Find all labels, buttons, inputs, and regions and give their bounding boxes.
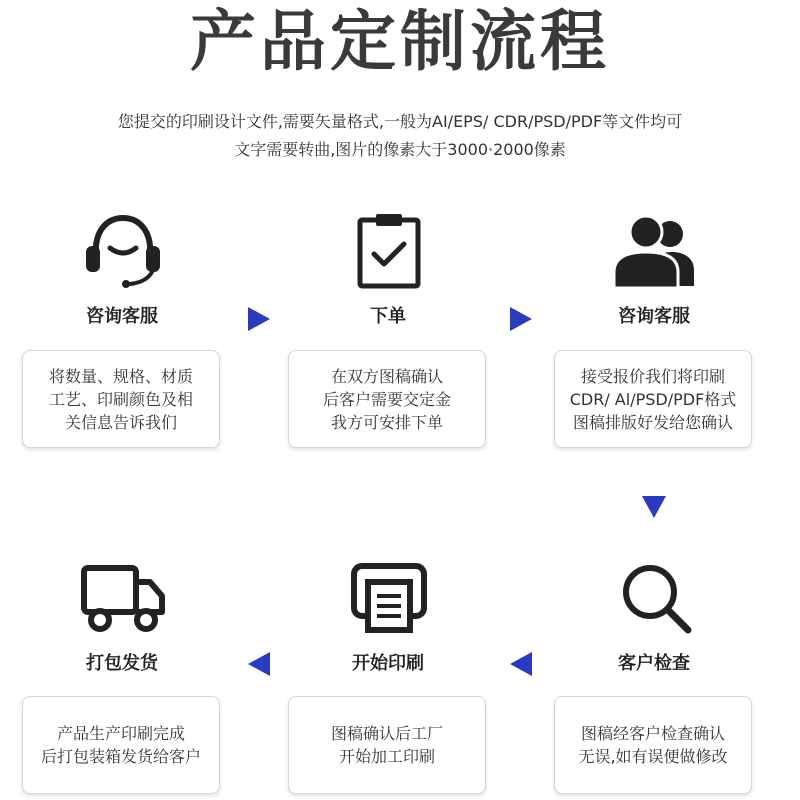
step-label-consult-2: 咨询客服 [618, 306, 690, 327]
step-label-consult: 咨询客服 [86, 306, 158, 327]
step-text: CDR/ Al/PSD/PDF格式 [569, 389, 737, 409]
step-box-print [288, 696, 486, 794]
page-title: 产品定制流程 [190, 3, 610, 80]
clipboard-check-icon [344, 210, 434, 290]
intro-line-1: 您提交的印刷设计文件,需要矢量格式,一般为AI/EPS/ CDR/PSD/PDF等文件均可 [117, 112, 683, 131]
printer-icon [344, 556, 434, 636]
users-icon [610, 210, 700, 290]
headset-icon [78, 208, 168, 288]
step-text: 产品生产印刷完成 [56, 724, 185, 743]
intro-line-2: 文字需要转曲,图片的像素大于3000·2000像素 [234, 140, 566, 159]
step-box-consult [22, 350, 220, 448]
step-text: 我方可安排下单 [330, 412, 443, 432]
step-box-order [288, 350, 486, 448]
step-text: 图稿经客户检查确认 [580, 724, 725, 743]
step-label-check: 客户检查 [618, 653, 690, 674]
step-text: 后客户需要交定金 [322, 389, 451, 409]
truck-icon [78, 558, 168, 638]
step-text: 图稿排版好发给您确认 [572, 412, 733, 432]
step-label-order: 下单 [370, 306, 406, 327]
step-label-ship: 打包发货 [86, 653, 158, 674]
arrow-left-icon [246, 650, 272, 678]
step-box-check [554, 696, 752, 794]
step-text: 后打包装箱发货给客户 [40, 747, 201, 766]
step-text: 无误,如有误便做修改 [578, 747, 728, 766]
arrow-right-icon [508, 305, 534, 333]
step-text: 在双方图稿确认 [330, 366, 443, 386]
arrow-down-icon [640, 494, 668, 520]
step-text: 关信息告诉我们 [64, 412, 177, 432]
arrow-left-icon [508, 650, 534, 678]
search-icon [612, 558, 702, 638]
step-box-ship [22, 696, 220, 794]
step-text: 将数量、规格、材质 [48, 366, 193, 386]
step-box-consult-2 [554, 350, 752, 448]
arrow-right-icon [246, 305, 272, 333]
step-text: 开始加工印刷 [338, 747, 435, 766]
step-label-print: 开始印刷 [352, 653, 424, 674]
step-text: 接受报价我们将印刷 [580, 366, 725, 386]
step-text: 图稿确认后工厂 [330, 724, 443, 743]
step-text: 工艺、印刷颜色及相 [48, 389, 193, 409]
